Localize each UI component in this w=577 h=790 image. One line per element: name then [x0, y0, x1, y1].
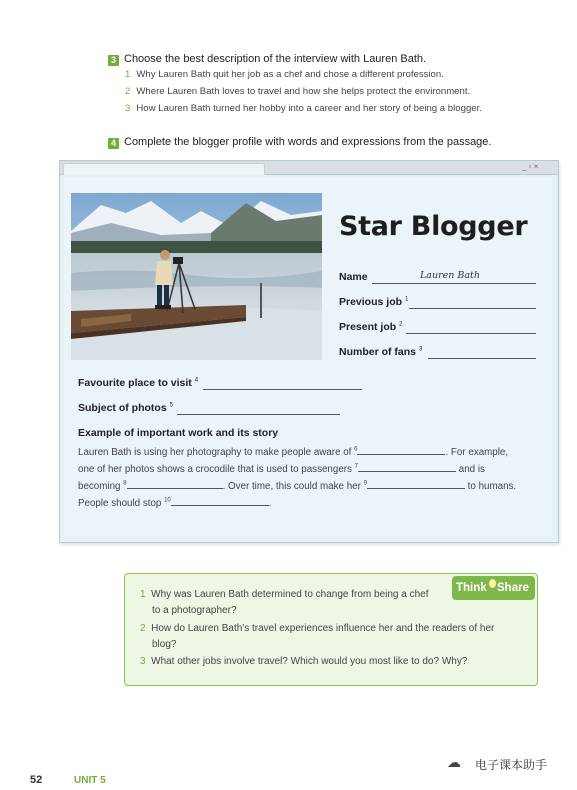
blank-number-1: 1 [404, 296, 409, 303]
paragraph-text: and is [458, 464, 485, 475]
option-text: Where Lauren Bath loves to travel and how she helps protect the environment. [136, 86, 471, 97]
paragraph-text: to humans. [467, 481, 517, 492]
question-2 [140, 623, 494, 634]
paragraph-line-4 [78, 496, 272, 509]
paragraph-line-3 [78, 479, 516, 492]
subject-blank[interactable] [177, 414, 340, 415]
subject-text: Subject of photos [78, 402, 167, 414]
previous-job-text: Previous job [339, 296, 403, 308]
blank-number-7: 7 [354, 463, 359, 470]
blank-number-6: 6 [354, 446, 358, 453]
blank-number-5: 5 [169, 402, 173, 409]
paragraph-text: . [268, 498, 272, 509]
watermark-text: 电子课本助手 [475, 758, 548, 772]
option-text: How Lauren Bath turned her hobby into a career and her story of being a blogger. [136, 103, 482, 114]
question-number: 3 [140, 656, 146, 667]
question-1 [140, 589, 429, 600]
example-heading: Example of important work and its story [78, 427, 279, 439]
unit-label: UNIT 5 [74, 775, 106, 786]
blank-number-8: 8 [123, 480, 127, 487]
blank-number-2: 2 [399, 321, 403, 328]
question-text: Why was Lauren Bath determined to change from being a chef [151, 589, 429, 600]
task-4-title: Complete the blogger profile with words and expressions from the passage. [124, 136, 492, 148]
fans-label [339, 346, 422, 358]
previous-job-blank[interactable] [409, 308, 536, 309]
window-controls[interactable]: _ ▫ × [522, 162, 539, 171]
lake-photo-illustration [71, 193, 322, 360]
fans-text: Number of fans [339, 346, 417, 358]
blank-10[interactable] [171, 496, 269, 506]
blank-6[interactable] [357, 445, 445, 455]
blank-number-10: 10 [164, 497, 171, 504]
task-3-title: Choose the best description of the interview with Lauren Bath. [124, 53, 427, 65]
name-value: Lauren Bath [420, 270, 480, 281]
task-3-option-2 [125, 86, 470, 97]
blank-number-3: 3 [418, 346, 423, 353]
option-number: 1 [125, 69, 131, 80]
lightbulb-icon [489, 579, 496, 588]
paragraph-line-2 [78, 462, 485, 475]
question-2-line-2: blog? [152, 639, 177, 650]
question-text: What other jobs involve travel? Which would you most like to do? Why? [151, 656, 468, 667]
previous-job-label [339, 296, 408, 308]
blank-number-4: 4 [194, 377, 199, 384]
window-tab[interactable] [63, 163, 265, 175]
favourite-place-blank[interactable] [203, 389, 362, 390]
task-4-badge: 4 [108, 138, 119, 149]
photo-lauren-bath [71, 193, 322, 360]
subject-label [78, 402, 173, 414]
wechat-icon: ☁ [447, 754, 461, 770]
task-3-badge: 3 [108, 55, 119, 66]
blank-9[interactable] [367, 479, 465, 489]
question-number: 2 [140, 623, 146, 634]
question-1-line-2: to a photographer? [152, 605, 237, 616]
favourite-place-label [78, 377, 198, 389]
blank-8[interactable] [127, 479, 223, 489]
profile-title: Star Blogger [339, 211, 528, 242]
task-3-option-3 [125, 103, 482, 114]
name-line [372, 283, 536, 284]
share-label: Share [497, 582, 529, 594]
paragraph-text: becoming [78, 481, 121, 492]
present-job-blank[interactable] [406, 333, 536, 334]
option-number: 3 [125, 103, 131, 114]
page-number: 52 [30, 774, 43, 786]
option-text: Why Lauren Bath quit her job as a chef and chose a different profession. [136, 69, 444, 80]
blank-7[interactable] [358, 462, 456, 472]
favourite-place-text: Favourite place to visit [78, 377, 192, 389]
blank-number-9: 9 [363, 480, 367, 487]
present-job-text: Present job [339, 321, 397, 333]
question-text: How do Lauren Bath's travel experiences influence her and the readers of her [151, 623, 495, 634]
task-3-option-1 [125, 69, 444, 80]
paragraph-text: one of her photos shows a crocodile that is used to passengers [78, 464, 352, 475]
paragraph-text: . Over time, this could make her [222, 481, 361, 492]
name-label: Name [339, 271, 368, 283]
present-job-label [339, 321, 402, 333]
fans-blank[interactable] [428, 358, 536, 359]
question-number: 1 [140, 589, 146, 600]
paragraph-text: People should stop [78, 498, 162, 509]
question-3 [140, 656, 467, 667]
option-number: 2 [125, 86, 131, 97]
window-title-bar [60, 161, 558, 175]
think-label: Think [456, 582, 487, 594]
paragraph-text: . For example, [445, 447, 509, 458]
paragraph-line-1 [78, 445, 508, 458]
paragraph-text: Lauren Bath is using her photography to make people aware of [78, 447, 352, 458]
